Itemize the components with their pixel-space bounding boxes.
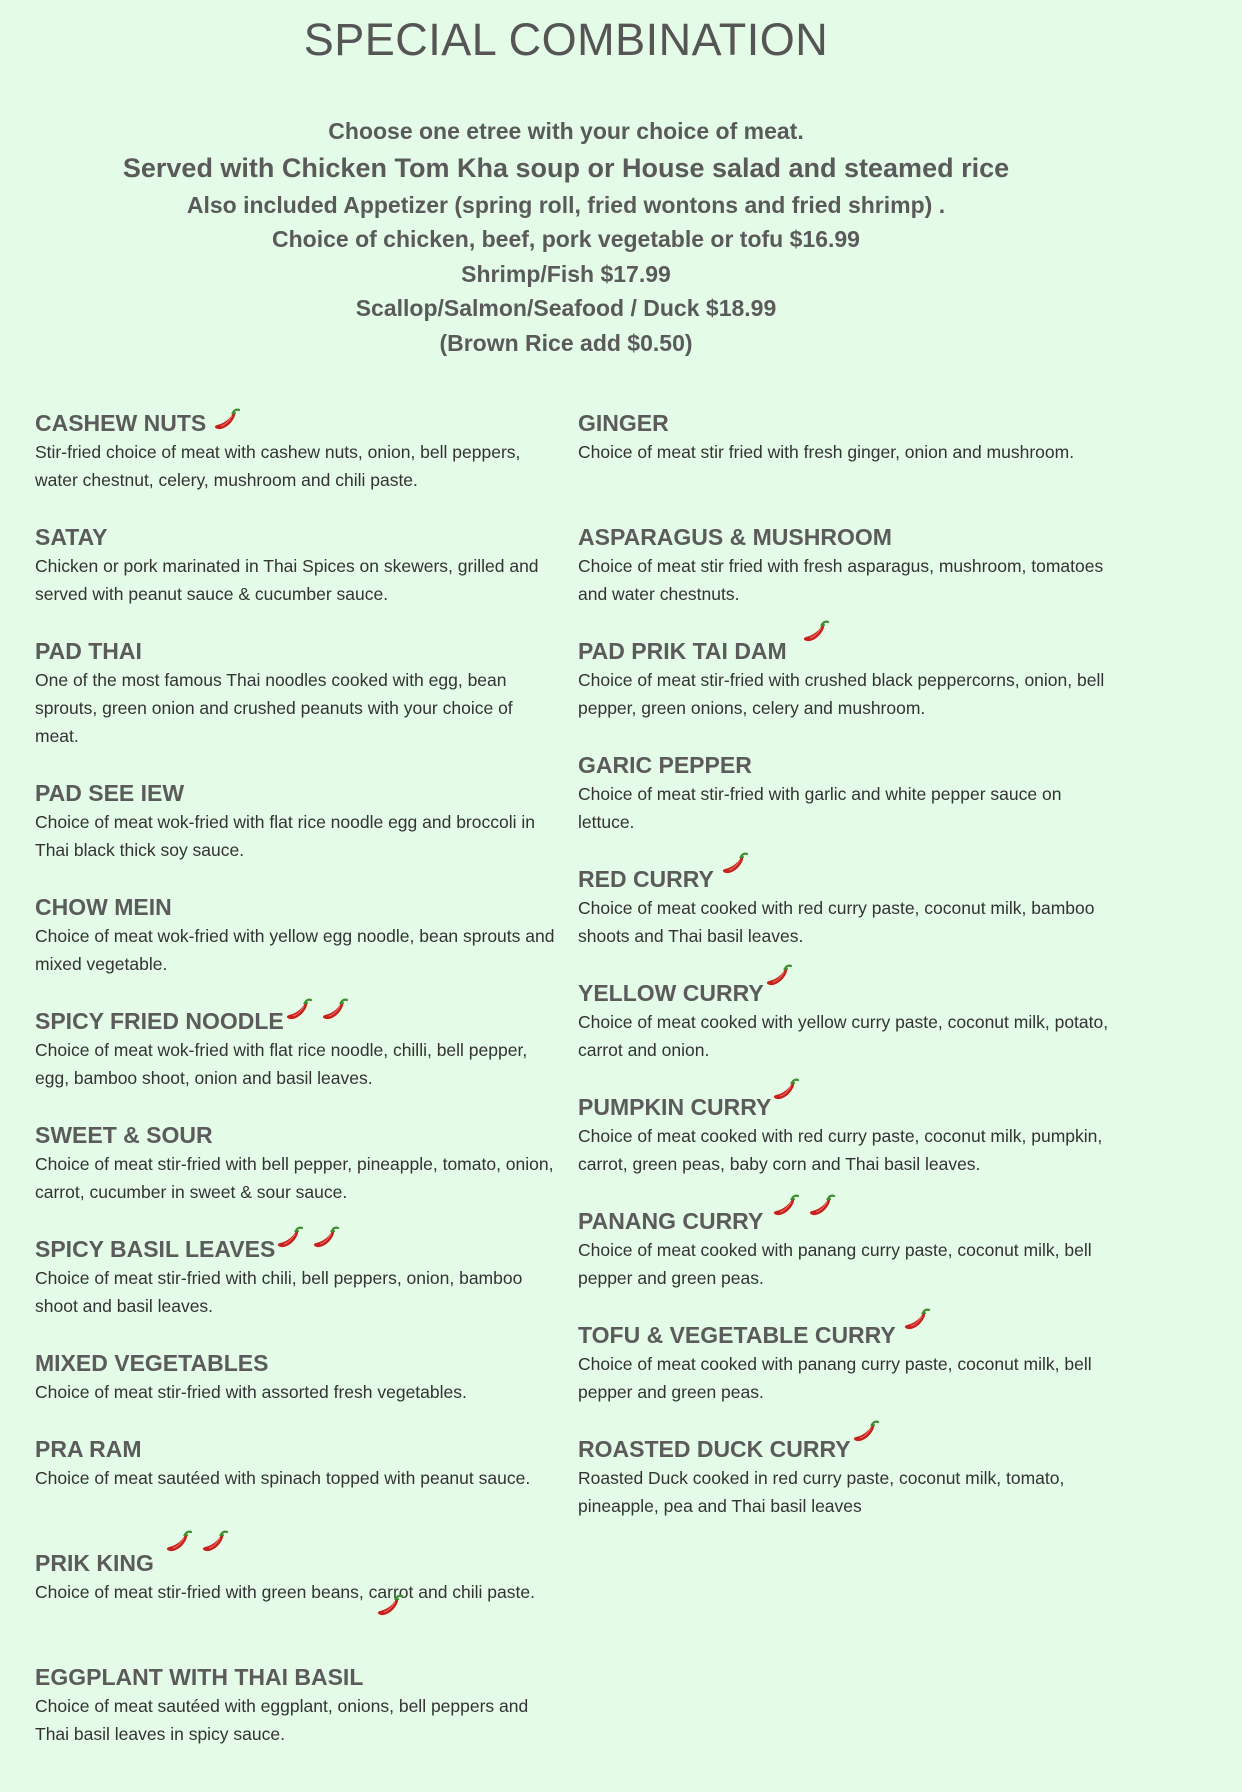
menu-item-name-text: PRA RAM — [35, 1436, 142, 1462]
menu-item-name-text: SPICY BASIL LEAVES — [35, 1236, 276, 1262]
menu-item-name-text: YELLOW CURRY — [578, 980, 764, 1006]
menu-item-description: One of the most famous Thai noodles cooked with egg, bean sprouts, green onion and crushed peanuts with your choice of meat. — [35, 670, 513, 746]
menu-item-name — [578, 522, 1118, 552]
menu-item-name — [35, 778, 560, 808]
chili-icon — [720, 852, 748, 876]
chili-icon — [764, 964, 792, 988]
intro-line: Choose one etree with your choice of meat. — [328, 118, 804, 144]
menu-item-name-text: CHOW MEIN — [35, 894, 172, 920]
menu-item-name — [578, 864, 1118, 894]
menu-item-description: Choice of meat wok-fried with flat rice noodle egg and broccoli in Thai black thick soy sauce. — [35, 812, 535, 860]
menu-item — [35, 892, 560, 978]
spice-level — [164, 1532, 228, 1558]
menu-item-name-text: EGGPLANT WITH THAI BASIL — [35, 1664, 364, 1690]
intro-price-line: Choice of chicken, beef, pork vegetable or tofu $16.99 — [272, 226, 860, 252]
menu-item-name-text: PAD PRIK TAI DAM — [578, 638, 787, 664]
menu-item-name — [578, 636, 1118, 666]
spice-level — [771, 1080, 799, 1106]
spice-level — [764, 966, 792, 992]
menu-item-name — [35, 1548, 560, 1578]
chili-icon — [284, 998, 312, 1022]
menu-item — [578, 522, 1118, 608]
menu-item-name — [578, 1206, 1118, 1236]
menu-item — [35, 1234, 560, 1320]
intro-price-line: (Brown Rice add $0.50) — [439, 329, 693, 356]
menu-item — [578, 408, 1118, 466]
spice-level — [801, 622, 829, 648]
menu-item-description: Choice of meat wok-fried with flat rice noodle, chilli, bell pepper, egg, bamboo shoot, onion and basil leaves. — [35, 1040, 528, 1088]
menu-item-name — [35, 1120, 560, 1150]
spice-level — [902, 1310, 930, 1336]
menu-item — [578, 1206, 1118, 1292]
menu-item-description: Choice of meat cooked with red curry paste, coconut milk, bamboo shoots and Thai basil leaves. — [578, 898, 1095, 946]
menu-item — [35, 636, 560, 750]
menu-item-name-text: GINGER — [578, 410, 669, 436]
spice-level — [771, 1196, 835, 1222]
menu-item-name — [578, 750, 1118, 780]
menu-item — [578, 1434, 1118, 1520]
spice-level — [720, 854, 748, 880]
menu-item-name — [578, 1434, 1118, 1464]
menu-item-name-text: TOFU & VEGETABLE CURRY — [578, 1322, 896, 1348]
menu-item — [35, 408, 560, 494]
menu-item-description: Choice of meat cooked with yellow curry paste, coconut milk, potato, carrot and onion. — [578, 1012, 1109, 1060]
menu-item-name-text: ASPARAGUS & MUSHROOM — [578, 524, 892, 550]
menu-item-description: Choice of meat stir-fried with garlic and white pepper sauce on lettuce. — [578, 784, 1062, 832]
menu-item — [35, 1548, 560, 1606]
menu-item-name-text: PRIK KING — [35, 1550, 154, 1576]
spice-level — [851, 1422, 879, 1448]
intro-price-line: Shrimp/Fish $17.99 — [461, 260, 671, 287]
menu-item-description: Choice of meat stir fried with fresh asparagus, mushroom, tomatoes and water chestnuts. — [578, 556, 1104, 604]
menu-item — [578, 1320, 1118, 1406]
chili-icon — [212, 408, 240, 432]
menu-item-description: Choice of meat cooked with red curry paste, coconut milk, pumpkin, carrot, green peas, baby corn and Thai basil leaves. — [578, 1126, 1103, 1174]
menu-item — [578, 750, 1118, 836]
menu-item-name — [35, 1662, 560, 1692]
menu-item — [35, 1348, 560, 1406]
menu-item-name — [35, 1006, 560, 1036]
chili-icon — [807, 1194, 835, 1218]
menu-item-name-text: PUMPKIN CURRY — [578, 1094, 772, 1120]
chili-icon — [801, 620, 829, 644]
menu-item-description: Choice of meat stir-fried with assorted fresh vegetables. — [35, 1382, 467, 1402]
spice-level — [212, 410, 240, 436]
menu-item-description: Choice of meat stir-fried with green beans, carrot and chili paste. — [35, 1582, 535, 1602]
menu-item-name-text: ROASTED DUCK CURRY — [578, 1436, 851, 1462]
intro-price-line: Scallop/Salmon/Seafood / Duck $18.99 — [355, 295, 777, 321]
menu-item — [578, 978, 1118, 1064]
menu-item-name-text: CASHEW NUTS — [35, 410, 207, 436]
page-title: SPECIAL COMBINATION — [303, 14, 829, 65]
menu-item-name — [35, 1234, 560, 1264]
menu-item-name-text: SPICY FRIED NOODLE — [35, 1008, 284, 1034]
chili-icon — [311, 1226, 339, 1250]
spice-level — [375, 1594, 403, 1624]
menu-item — [35, 1006, 560, 1092]
menu-item — [578, 864, 1118, 950]
menu-item — [35, 778, 560, 864]
menu-item-name — [578, 1320, 1118, 1350]
menu-item-description: Choice of meat stir fried with fresh ginger, onion and mushroom. — [578, 442, 1075, 462]
menu-item-description: Choice of meat sautéed with eggplant, onions, bell peppers and Thai basil leaves in spicy sauce. — [35, 1696, 529, 1744]
menu-item-description: Choice of meat cooked with panang curry paste, coconut milk, bell pepper and green peas. — [578, 1240, 1092, 1288]
menu-item-name — [35, 892, 560, 922]
chili-icon — [902, 1308, 930, 1332]
chili-icon — [275, 1226, 303, 1250]
menu-item-name-text: PANANG CURRY — [578, 1208, 764, 1234]
menu-item-name — [35, 636, 560, 666]
chili-icon — [375, 1594, 403, 1618]
chili-icon — [200, 1530, 228, 1554]
menu-item-name — [578, 408, 1118, 438]
intro-block — [0, 114, 1132, 360]
chili-icon — [320, 998, 348, 1022]
menu-item-description: Roasted Duck cooked in red curry paste, coconut milk, tomato, pineapple, pea and Thai basil leaves — [578, 1468, 1065, 1516]
menu-item-name — [35, 408, 560, 438]
menu-item-name-text: RED CURRY — [578, 866, 714, 892]
menu-item-description: Choice of meat wok-fried with yellow egg noodle, bean sprouts and mixed vegetable. — [35, 926, 555, 974]
menu-item-description: Choice of meat stir-fried with crushed black peppercorns, onion, bell pepper, green onions, celery and mushroom. — [578, 670, 1105, 718]
chili-icon — [771, 1194, 799, 1218]
chili-icon — [851, 1420, 879, 1444]
menu-item-name-text: MIXED VEGETABLES — [35, 1350, 269, 1376]
menu-item-description: Choice of meat sautéed with spinach topped with peanut sauce. — [35, 1468, 531, 1488]
spice-level — [284, 1000, 348, 1026]
menu-item-name-text: SWEET & SOUR — [35, 1122, 213, 1148]
menu-item — [35, 1120, 560, 1206]
menu-item-description: Stir-fried choice of meat with cashew nuts, onion, bell peppers, water chestnut, celery, mushroom and chili paste. — [35, 442, 521, 490]
menu-item-description: Choice of meat stir-fried with bell pepper, pineapple, tomato, onion, carrot, cucumber in sweet & sour sauce. — [35, 1154, 554, 1202]
menu-item-name-text: PAD SEE IEW — [35, 780, 185, 806]
intro-line: Served with Chicken Tom Kha soup or House salad and steamed rice — [122, 153, 1010, 183]
menu-item-name-text: PAD THAI — [35, 638, 142, 664]
menu-item — [35, 1662, 560, 1748]
menu-item-description: Choice of meat cooked with panang curry paste, coconut milk, bell pepper and green peas. — [578, 1354, 1092, 1402]
menu-item-description: Chicken or pork marinated in Thai Spices on skewers, grilled and served with peanut sauce & cucumber sauce. — [35, 556, 539, 604]
menu-item-name — [35, 1434, 560, 1464]
menu-item-name — [578, 1092, 1118, 1122]
menu-item — [578, 636, 1118, 722]
menu-item-description: Choice of meat stir-fried with chili, bell peppers, onion, bamboo shoot and basil leaves. — [35, 1268, 523, 1316]
chili-icon — [164, 1530, 192, 1554]
menu-item-name — [35, 1348, 560, 1378]
menu-item — [35, 1434, 560, 1492]
menu-item — [578, 1092, 1118, 1178]
menu-item-name-text: GARIC PEPPER — [578, 752, 752, 778]
menu-item-name — [578, 978, 1118, 1008]
chili-icon — [771, 1078, 799, 1102]
menu-item — [35, 522, 560, 608]
menu-item-name-text: SATAY — [35, 524, 108, 550]
menu-item-name — [35, 522, 560, 552]
spice-level — [275, 1228, 339, 1254]
intro-line: Also included Appetizer (spring roll, fried wontons and fried shrimp) . — [186, 192, 946, 218]
